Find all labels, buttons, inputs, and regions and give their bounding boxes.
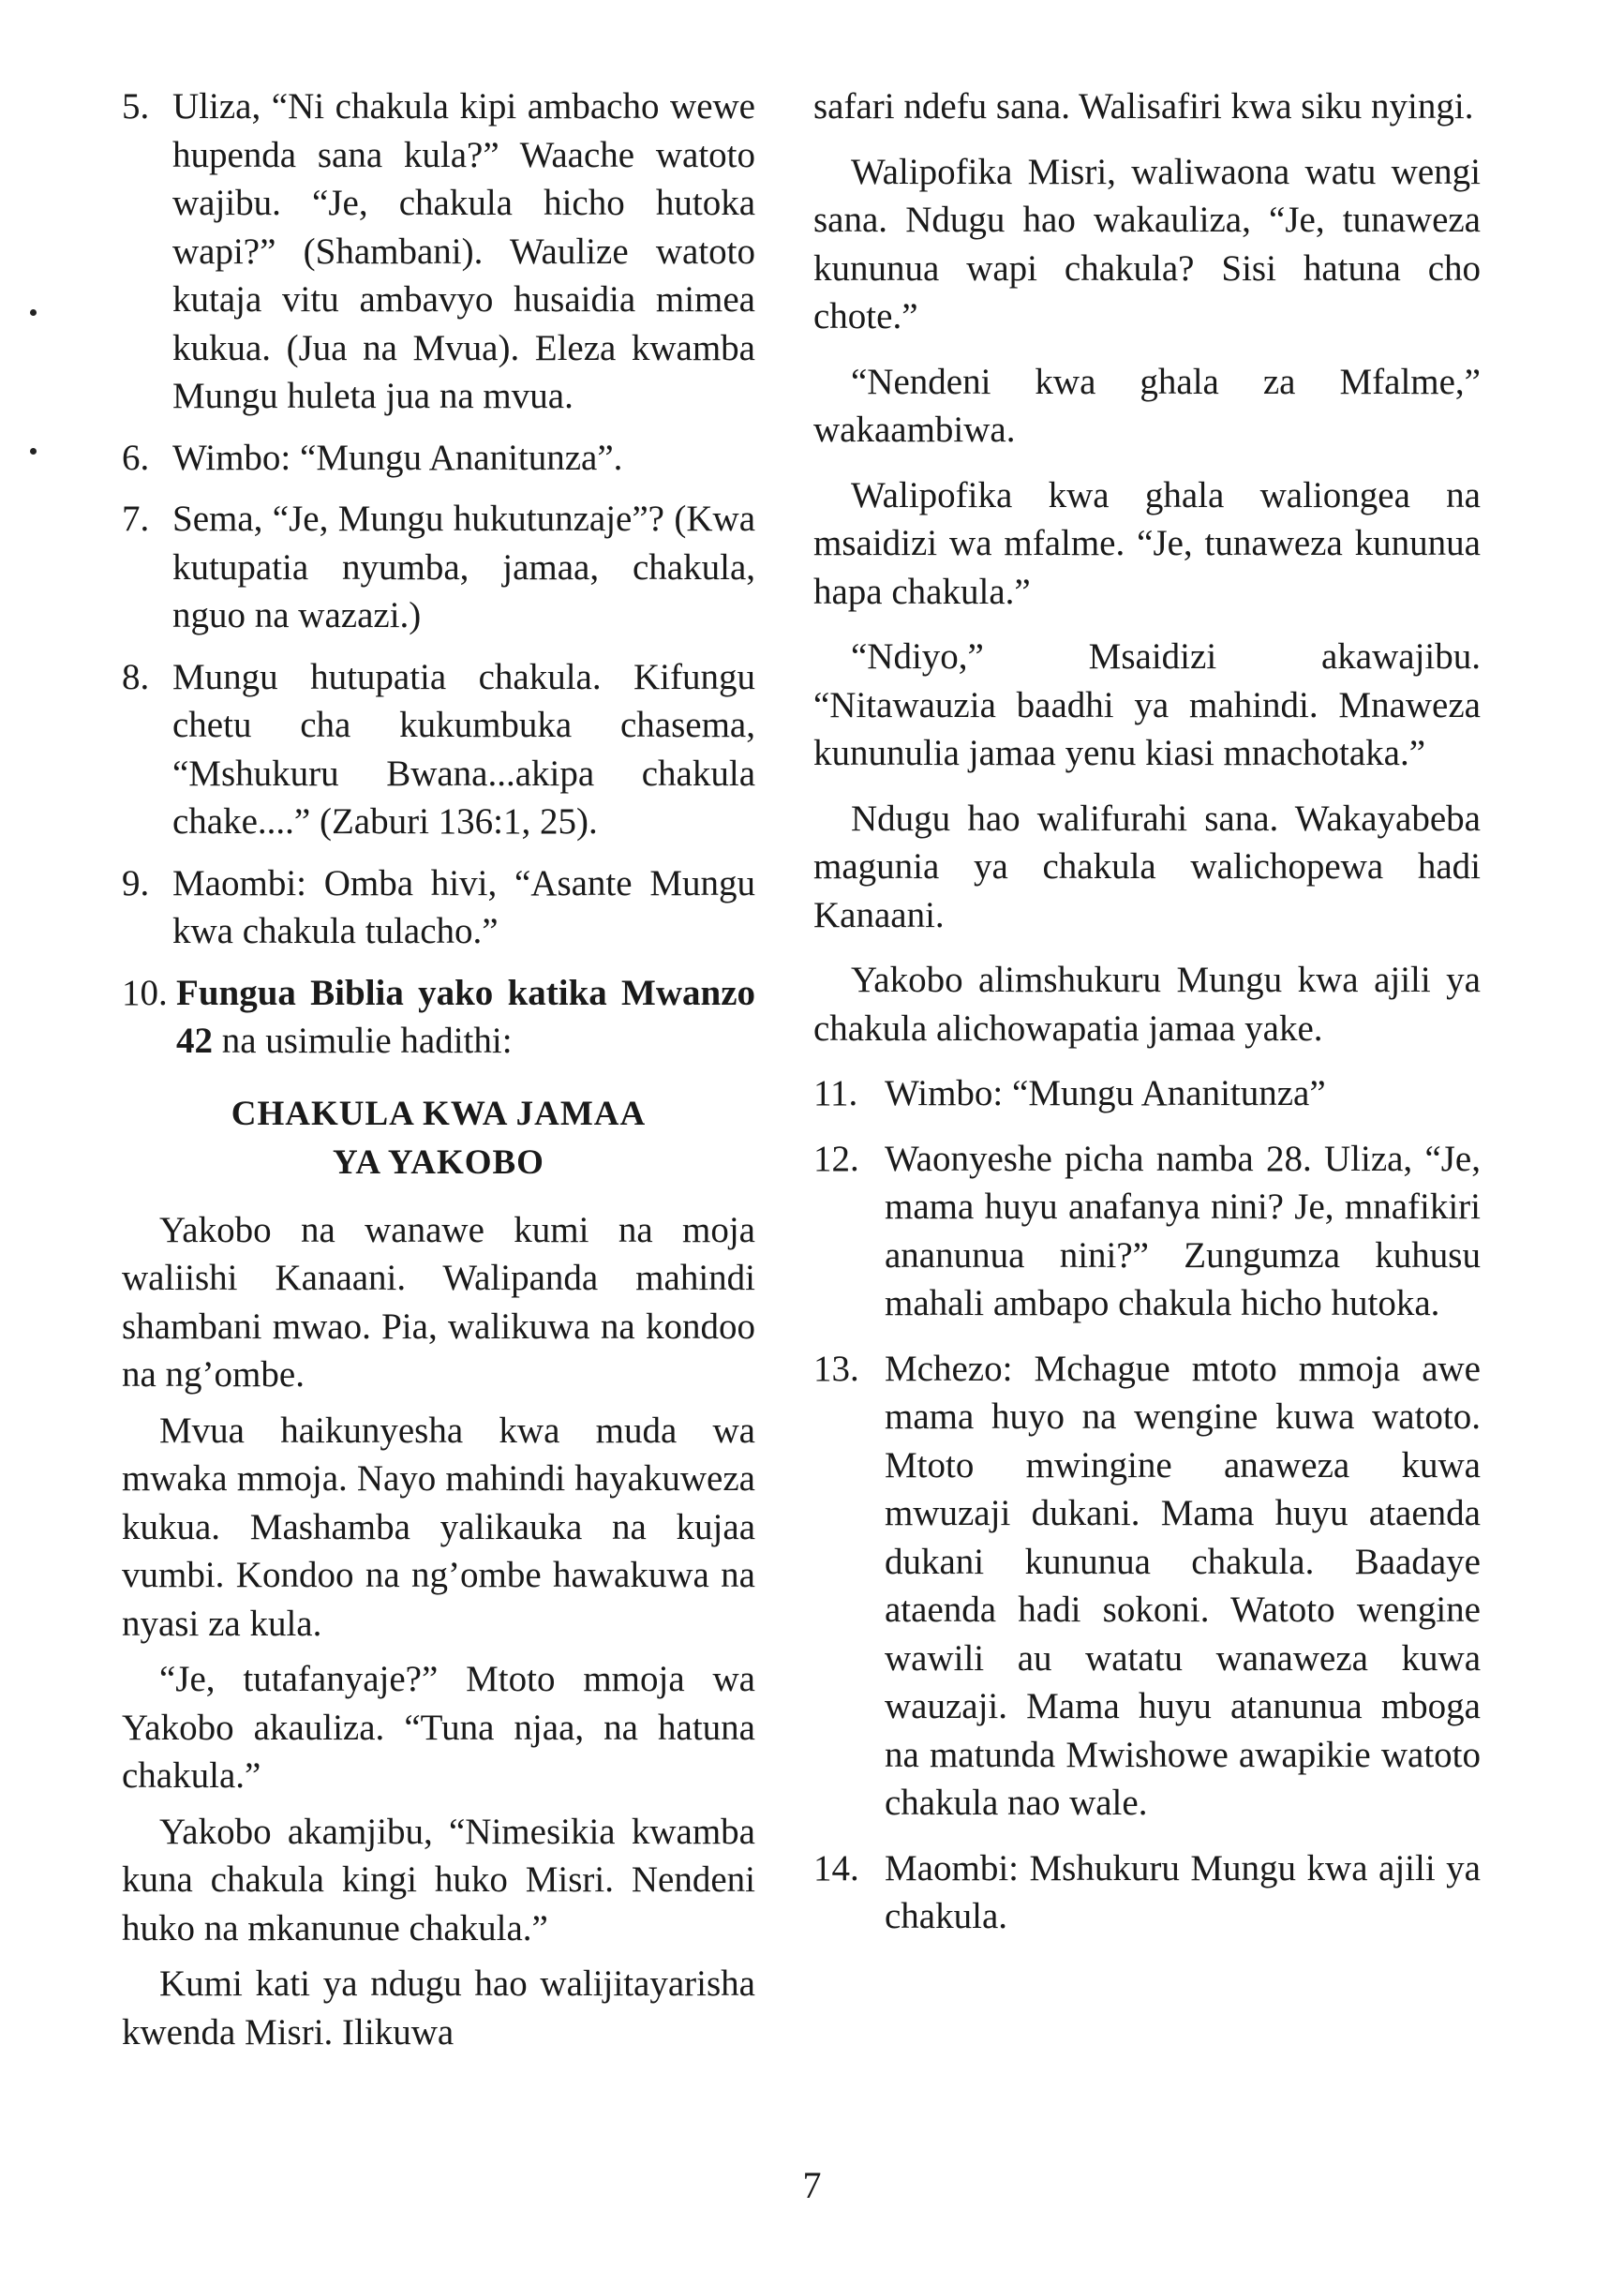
list-item-9	[122, 859, 755, 956]
story-heading: CHAKULA KWA JAMAA YA YAKOBO	[231, 1094, 647, 1182]
list-item-14	[813, 1844, 1481, 1941]
item-text: Wimbo: “Mungu Ananitunza”.	[172, 437, 623, 478]
item-text: Waonyeshe picha namba 28. Uliza, “Je, mama huyu anafanya nini? Je, mnafikiri ananunua nini?” Zungumza kuhusu mahali ambapo chakula hicho hutoka.	[885, 1138, 1481, 1323]
list-item-10	[122, 969, 755, 1066]
story-paragraph: “Je, tutafanyaje?” Mtoto mmoja wa Yakobo akauliza. “Tuna njaa, na hatuna chakula.”	[122, 1659, 755, 1796]
story-paragraph: Yakobo akamjibu, “Nimesikia kwamba kuna chakula kingi huko Misri. Nendeni huko na mkanunue chakula.”	[122, 1811, 755, 1948]
item-number: 11.	[813, 1073, 858, 1113]
item-bold-text: Fungua Biblia yako katika Mwanzo 42	[176, 972, 755, 1061]
stray-dot	[30, 309, 37, 316]
story-paragraph: Yakobo alimshukuru Mungu kwa ajili ya chakula alichowapatia jamaa yake.	[813, 960, 1481, 1049]
story-paragraph: Ndugu hao walifurahi sana. Wakayabeba magunia ya chakula walichopewa hadi Kanaani.	[813, 798, 1481, 935]
item-number: 12.	[813, 1138, 859, 1179]
item-text: Uliza, “Ni chakula kipi ambacho wewe hupenda sana kula?” Waache watoto wajibu. “Je, chakula hicho hutoka wapi?” (Shambani). Waulize watoto kutaja vitu ambavyo husaidia mimea kukua. (Jua na Mvua). Eleza kwamba Mungu huleta jua na mvua.	[172, 86, 755, 416]
item-number: 14.	[813, 1847, 859, 1888]
story-paragraph: “Nendeni kwa ghala za Mfalme,” wakaambiwa.	[813, 361, 1481, 450]
item-number: 5.	[122, 86, 150, 127]
page-number: 7	[802, 2164, 822, 2206]
stray-dot	[30, 448, 37, 455]
story-paragraph: Walipofika Misri, waliwaona watu wengi sana. Ndugu hao wakauliza, “Je, tunaweza kununua wapi chakula? Sisi hatuna cho chote.”	[813, 151, 1481, 336]
item-number: 8.	[122, 656, 150, 697]
story-paragraph: Mvua haikunyesha kwa muda wa mwaka mmoja. Nayo mahindi hayakuweza kukua. Mashamba yalikauka na kujaa vumbi. Kondoo na ng’ombe hawakuwa na nyasi za kula.	[122, 1410, 755, 1644]
list-item-7	[122, 495, 755, 640]
list-item-13	[813, 1345, 1481, 1828]
item-number: 7.	[122, 499, 150, 539]
item-number: 9.	[122, 862, 150, 903]
story-paragraph: Kumi kati ya ndugu hao walijitayarisha kwenda Misri. Ilikuwa	[122, 1963, 755, 2053]
item-text: Sema, “Je, Mungu hukutunzaje”? (Kwa kutupatia nyumba, jamaa, chakula, nguo na wazazi.)	[172, 499, 755, 635]
right-column	[813, 82, 1481, 1941]
story-continuation: safari ndefu sana. Walisafiri kwa siku nyingi.	[813, 86, 1474, 127]
item-text: Mchezo: Mchague mtoto mmoja awe mama huyo na wengine kuwa watoto. Mtoto mwingine anaweza kuwa mwuzaji dukani. Mama huyu ataenda dukani kununua chakula. Baadaye ataenda hadi sokoni. Watoto wengine wawili au watatu wanaweza kuwa wauzaji. Mama huyu atanunua mboga na matunda Mwishowe awapikie watoto chakula nao wale.	[885, 1348, 1481, 1823]
item-text: Maombi: Mshukuru Mungu kwa ajili ya chakula.	[885, 1847, 1481, 1936]
story-paragraph: “Ndiyo,” Msaidizi akawajibu. “Nitawauzia baadhi ya mahindi. Mnaweza kununulia jamaa yenu kiasi mnachotaka.”	[813, 636, 1481, 773]
list-item-8	[122, 653, 755, 846]
list-item-6	[122, 434, 755, 483]
story-paragraph: Walipofika kwa ghala waliongea na msaidizi wa mfalme. “Je, tunaweza kununua hapa chakula.”	[813, 474, 1481, 612]
item-number: 13.	[813, 1348, 859, 1389]
item-text: Wimbo: “Mungu Ananitunza”	[885, 1073, 1326, 1113]
list-item-11	[813, 1069, 1481, 1118]
left-column	[122, 82, 755, 2056]
item-text: Mungu hutupatia chakula. Kifungu chetu cha kukumbuka chasema, “Mshukuru Bwana...akipa chakula chake....” (Zaburi 136:1, 25).	[172, 656, 755, 842]
item-text: Maombi: Omba hivi, “Asante Mungu kwa chakula tulacho.”	[172, 862, 755, 951]
list-item-12	[813, 1135, 1481, 1328]
item-number: 10.	[122, 972, 168, 1013]
story-paragraph: Yakobo na wanawe kumi na moja waliishi Kanaani. Walipanda mahindi shambani mwao. Pia, walikuwa na kondoo na ng’ombe.	[122, 1209, 755, 1395]
item-text: na usimulie hadithi:	[213, 1021, 513, 1061]
list-item-5	[122, 82, 755, 421]
item-number: 6.	[122, 437, 150, 478]
